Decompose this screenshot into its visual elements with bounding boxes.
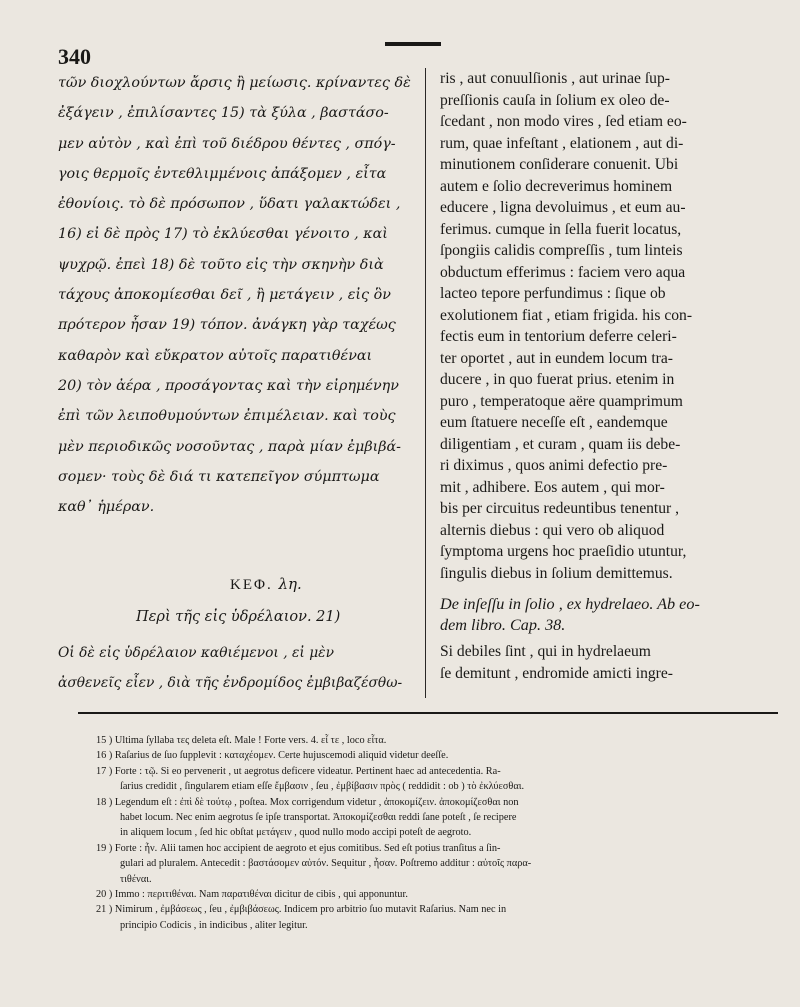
- greek-text-line: ἐξάγειν , ἐπιλίσαντες 15) τὰ ξύλα , βαστάσο-: [58, 105, 389, 122]
- latin-text-line: ri diximus , quos animi defectio pre-: [440, 457, 668, 474]
- footnote-line: [96, 795, 786, 810]
- greek-text-line: μεν αὐτὸν , καὶ ἐπὶ τοῦ διέδρου θέντες , σπόγ-: [58, 135, 396, 152]
- footnote-line: [96, 733, 786, 748]
- footnote-line: [96, 764, 786, 779]
- latin-text-line: ferimus. cumque in ſella fuerit locatus,: [440, 220, 682, 238]
- latin-text-line: preſſionis cauſa in ſolium ex oleo de-: [440, 91, 670, 109]
- latin-title-line: De inſeſſu in ſolio , ex hydrelaeo. Ab eo-: [440, 595, 700, 613]
- footnote-line: [96, 825, 786, 840]
- latin-title-line: dem libro. Cap. 38.: [440, 616, 566, 634]
- footnote-line: [96, 918, 786, 933]
- latin-text-line: exolutionem fiat , etiam frigida. his con-: [440, 306, 693, 324]
- footnote-text: ſarius credidit , ſingularem etiam eſſe ἔμβασιν , ſeu , ἐμβίβασιν πρὸς ( reddidit : ob ) τὸ ἐκλύεσθαι.: [120, 781, 525, 793]
- footnote-divider: [78, 712, 778, 714]
- latin-text-line: ſcedant , non modo vires , ſed etiam eo-: [440, 113, 687, 130]
- greek-text-line: ψυχρῷ. ἐπεὶ 18) δὲ τοῦτο εἰς τὴν σκηνὴν διὰ: [58, 256, 384, 273]
- latin-text-line: fectis eum in tentorium deferre celeri-: [440, 328, 677, 345]
- footnote-text: in aliquem locum , ſed hic obſtat μετάγειν , quod nullo modo accipi poteſt de aegroto.: [120, 827, 472, 839]
- latin-text-line: rum, quae infeſtant , elationem , aut di-: [440, 134, 684, 152]
- footnote-line: [96, 841, 786, 856]
- footnote-text: habet locum. Nec enim aegrotus ſe ipſe transportat. Ἀποκομίζεσθαι reddi ſane poteſt , ſe recipere: [120, 812, 517, 824]
- column-divider: [425, 68, 426, 698]
- header-rule: [385, 42, 441, 46]
- footnote-line: [96, 810, 786, 825]
- latin-text-line: ſpongiis calidis compreſſis , tum linteis: [440, 242, 683, 259]
- footnote-text: Legendum eſt : ἐπὶ δὲ τούτῳ , poſtea. Mox corrigendum videtur , ἀποκομίζειν. ἀποκομίζεσθαι non: [114, 796, 519, 808]
- greek-text-column-continued: [58, 638, 418, 698]
- footnote-number: 21 ): [96, 904, 113, 916]
- footnote-text: Forte : ἦν. Alii tamen hoc accipient de aegroto et ejus comitibus. Sed eſt potius tranſitus a ſin-: [114, 842, 501, 854]
- footnote-line: [96, 872, 786, 887]
- latin-text-column: [440, 68, 765, 584]
- latin-text-line: puro , temperatoque aëre quamprimum: [440, 392, 683, 410]
- footnote-line: [96, 748, 786, 763]
- latin-text-line: bis per circuitus redeuntibus tenentur ,: [440, 500, 680, 517]
- latin-text-line: ducere , in quo fuerat prius. etenim in: [440, 371, 675, 388]
- footnotes: [96, 733, 786, 933]
- greek-text-line: 16) εἰ δὲ πρὸς 17) τὸ ἐκλύεσθαι γένοιτο , καὶ: [58, 226, 388, 243]
- footnote-line: [96, 779, 786, 794]
- footnote-number: 20 ): [96, 889, 113, 901]
- latin-text-line: lacteo tepore perfundimus : ſique ob: [440, 285, 666, 302]
- footnote-text: principio Codicis , in indicibus , aliter legitur.: [120, 919, 308, 931]
- page-number: 340: [58, 44, 91, 69]
- footnote-number: 16 ): [96, 750, 113, 762]
- chapter-label: ΚΕΦ.: [230, 577, 273, 593]
- chapter-number: λη.: [278, 575, 302, 593]
- footnote-line: [96, 856, 786, 871]
- greek-text-column: [58, 68, 418, 522]
- greek-text-line: 20) τὸν ἀέρα , προσάγοντας καὶ τὴν εἰρημένην: [58, 377, 399, 394]
- greek-text-line: πρότερον ἦσαν 19) τόπον. ἀνάγκη γὰρ ταχέως: [58, 317, 396, 334]
- latin-text-line: ſingulis diebus in ſolium demittemus.: [440, 564, 673, 582]
- latin-text-line: eum ſtatuere neceſſe eſt , eandemque: [440, 414, 668, 431]
- greek-text-line: ἐπὶ τῶν λειποθυμούντων ἐπιμέλειαν. καὶ τοὺς: [58, 408, 396, 425]
- footnote-number: 18 ): [96, 796, 113, 808]
- greek-text-line: καθαρὸν καὶ εὔκρατον αὐτοῖς παρατιθέναι: [58, 347, 373, 364]
- greek-text-line: καθ᾽ ἡμέραν.: [58, 499, 155, 516]
- latin-text-line: ter oportet , aut in eundem locum tra-: [440, 349, 673, 367]
- latin-text-line: mit , adhibere. Eos autem , qui mor-: [440, 478, 665, 496]
- chapter-subtitle: Περὶ τῆς εἰς ὑδρέλαιον. 21): [136, 609, 341, 625]
- footnote-text: τιθέναι.: [120, 873, 152, 885]
- greek-text-line: τῶν διοχλούντων ἄρσις ἢ μείωσις. κρίναντες δὲ: [58, 75, 411, 91]
- footnote-line: [96, 902, 786, 917]
- greek-text-line: σομεν· τοὺς δὲ διά τι κατεπεῖγον σύμπτωμα: [58, 468, 380, 485]
- latin-text-line: obductum efferimus : faciem vero aqua: [440, 263, 686, 281]
- latin-text-line: autem e ſolio decreverimus hominem: [440, 177, 673, 195]
- footnote-number: 17 ): [96, 765, 113, 777]
- footnote-text: gulari ad pluralem. Antecedit : βαστάσομεν αὐτόν. Sequitur , ἦσαν. Poſtremo additur : αὐτοῖς παρα-: [120, 858, 532, 870]
- footnote-text: Forte : τῷ. Si eo pervenerit , ut aegrotus deficere videatur. Pertinent haec ad antecedentia. Ra-: [114, 765, 501, 777]
- latin-text-line: diligentiam , et curam , quam iis debe-: [440, 435, 681, 453]
- footnote-line: [96, 887, 786, 902]
- footnote-number: 15 ): [96, 735, 113, 746]
- latin-text-column-continued: [440, 641, 770, 684]
- footnote-text: Raſarius de ſuo ſupplevit : καταχέομεν. Certe hujuscemodi aliquid videtur deeſſe.: [114, 750, 449, 762]
- latin-text-line: minutionem conſiderare conuenit. Ubi: [440, 156, 679, 173]
- latin-text-line: Si debiles ſint , qui in hydrelaeum: [440, 643, 651, 660]
- greek-text-line: Οἱ δὲ εἰς ὑδρέλαιον καθιέμενοι , εἰ μὲν: [58, 645, 334, 661]
- footnote-text: Nimirum , ἐμβάσεως , ſeu , ἐμβιβάσεως. Indicem pro arbitrio ſuo mutavit Raſarius. Nam nec in: [114, 904, 507, 916]
- latin-chapter-title: [440, 594, 770, 636]
- latin-text-line: ſymptoma urgens hoc praeſidio utuntur,: [440, 543, 687, 560]
- greek-text-line: ἀσθενεῖς εἶεν , διὰ τῆς ἐνδρομίδος ἐμβιβαζέσθω-: [58, 675, 403, 691]
- latin-text-line: educere , ligna devoluimus , et eum au-: [440, 199, 686, 216]
- greek-text-line: ἐθονίοις. τὸ δὲ πρόσωπον , ὕδατι γαλακτώδει ,: [58, 196, 401, 213]
- greek-text-line: γοις θερμοῖς ἐντεθλιμμένοις ἀπάξομεν , εἶτα: [58, 165, 387, 182]
- greek-text-line: τάχους ἀποκομίεσθαι δεῖ , ἢ μετάγειν , εἰς ὃν: [58, 287, 391, 304]
- footnote-text: Immo : περιτιθέναι. Nam παρατιθέναι dicitur de cibis , qui apponuntur.: [114, 889, 408, 901]
- greek-text-line: μὲν περιοδικῶς νοσοῦντας , παρὰ μίαν ἐμβιβά-: [58, 438, 401, 455]
- latin-text-line: alternis diebus : qui vero ob aliquod: [440, 521, 665, 539]
- latin-text-line: ſe demitunt , endromide amicti ingre-: [440, 664, 673, 682]
- chapter-heading: [230, 575, 302, 594]
- latin-text-line: ris , aut conuulſionis , aut urinae ſup-: [440, 70, 670, 87]
- footnote-text: Ultima ſyllaba τες deleta eſt. Male ! Forte vers. 4. εἶ τε , loco εἶτα.: [114, 735, 387, 746]
- footnote-number: 19 ): [96, 842, 113, 854]
